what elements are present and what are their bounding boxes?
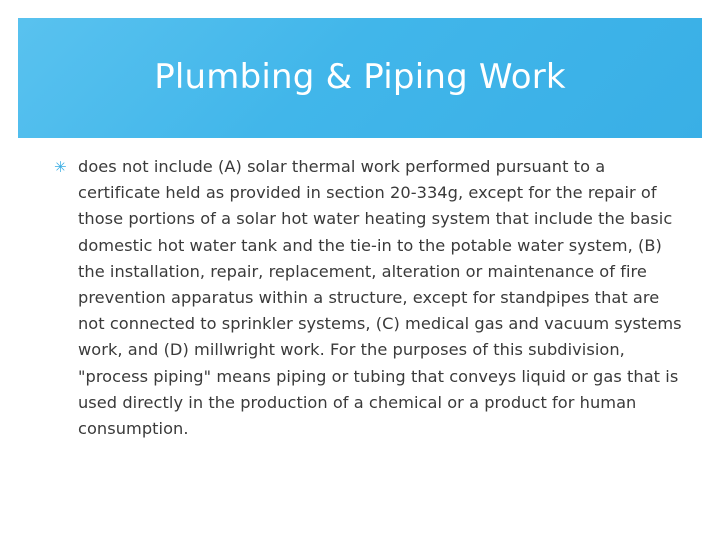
title-bar: [18, 18, 702, 138]
slide-title: Plumbing & Piping Work: [154, 57, 566, 97]
asterisk-bullet-icon: ✳: [54, 158, 67, 176]
bullet-item: [52, 154, 682, 442]
bullet-text: does not include (A) solar thermal work performed pursuant to a certificate held as provided in section 20-334g, except for the repair of those portions of a solar hot water heating system that include the basic domestic hot water tank and the tie-in to the potable water system, (B) the installation, repair, replacement, alteration or maintenance of fire prevention apparatus within a structure, except for standpipes that are not connected to sprinkler systems, (C) medical gas and vacuum systems work, and (D) millwright work. For the purposes of this subdivision, "process piping" means piping or tubing that conveys liquid or gas that is used directly in the production of a chemical or a product for human consumption.: [78, 157, 682, 439]
slide-content: [52, 154, 682, 442]
